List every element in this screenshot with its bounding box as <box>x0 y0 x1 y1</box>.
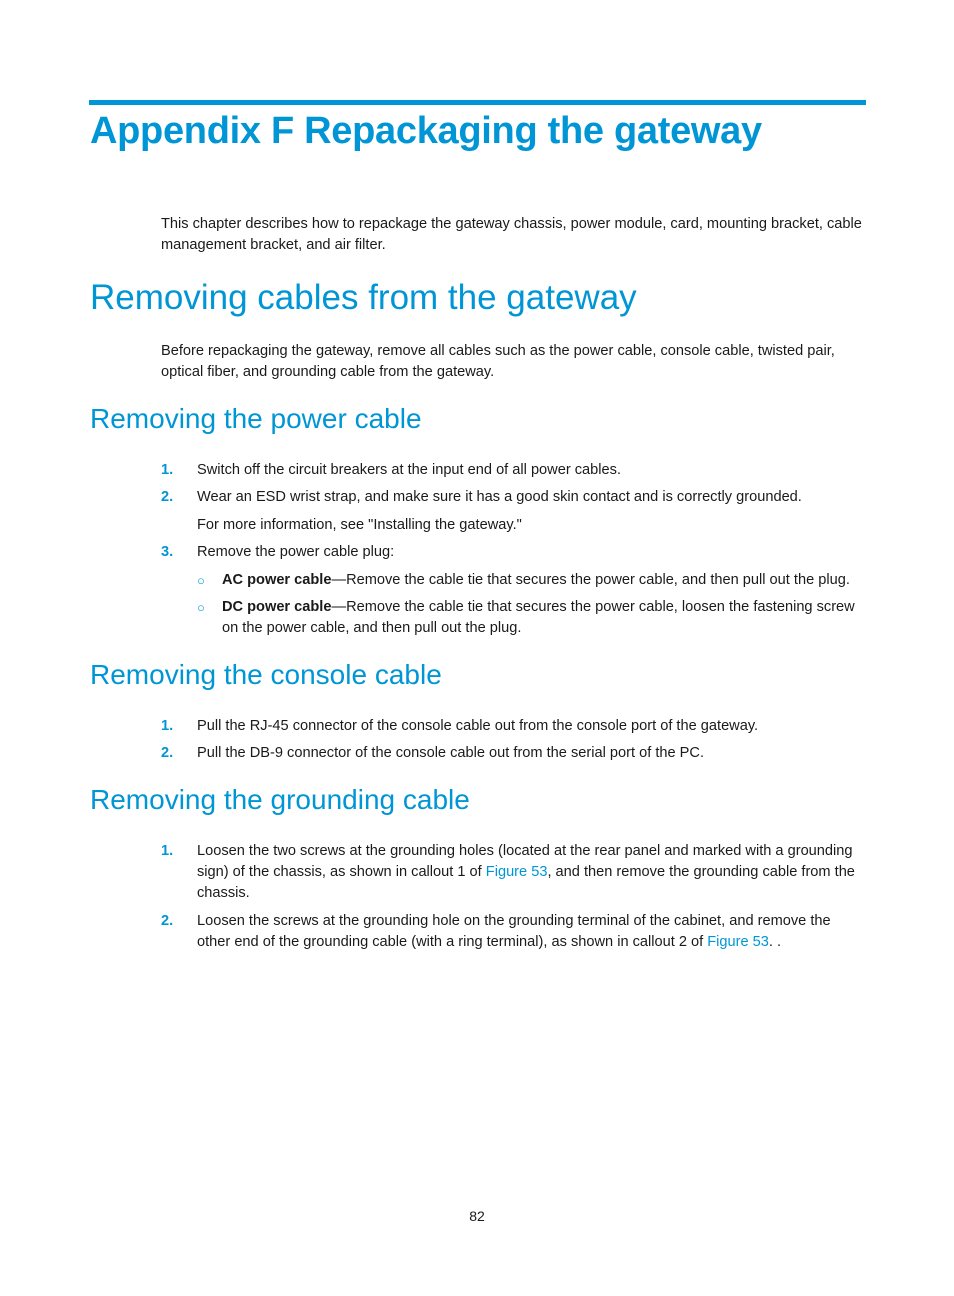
bullet-text <box>222 597 866 639</box>
circle-bullet-icon: ○ <box>197 573 205 588</box>
figure-53-link[interactable]: Figure 53 <box>707 934 769 950</box>
chapter-intro: This chapter describes how to repackage the gateway chassis, power module, card, mounting bracket, cable management bracket, and air filter. <box>161 216 862 253</box>
step-text: Remove the power cable plug: <box>197 544 395 560</box>
subsection-heading-grounding-cable: Removing the grounding cable <box>90 784 470 815</box>
subsection-heading-console-cable: Removing the console cable <box>90 659 442 690</box>
console-cable-step-1 <box>161 716 866 737</box>
step-number: 2. <box>161 489 174 505</box>
step-text: Wear an ESD wrist strap, and make sure it has a good skin contact and is correctly grounded. <box>197 489 802 505</box>
step-number: 3. <box>161 544 174 560</box>
console-cable-step-2 <box>161 743 866 764</box>
page-number: 82 <box>469 1208 485 1224</box>
step-text <box>197 841 866 904</box>
step-text-part: Loosen the two screws at the grounding holes (located at the rear panel and marked with a grounding sign) of the chassis, as shown in callout 1 of <box>197 843 853 880</box>
section-intro-removing-cables: Before repackaging the gateway, remove all cables such as the power cable, console cable, twisted pair, optical fiber, and grounding cable from the gateway. <box>161 343 835 380</box>
power-cable-bullet-ac <box>197 570 866 591</box>
bullet-label: DC power cable <box>222 599 332 615</box>
step-number: 1. <box>161 718 174 734</box>
step-text: Pull the RJ-45 connector of the console cable out from the console port of the gateway. <box>197 718 759 734</box>
circle-bullet-icon: ○ <box>197 600 205 615</box>
power-cable-step-3 <box>161 542 866 563</box>
step-text: Switch off the circuit breakers at the input end of all power cables. <box>197 462 621 478</box>
bullet-label: AC power cable <box>222 572 332 588</box>
bullet-text <box>222 570 866 591</box>
figure-53-link[interactable]: Figure 53 <box>485 864 548 880</box>
step-number: 1. <box>161 843 174 859</box>
bullet-description: —Remove the cable tie that secures the power cable, loosen the fastening screw on the power cable, and then pull out the plug. <box>222 599 855 636</box>
power-cable-step-2-note: For more information, see "Installing the gateway." <box>197 517 522 533</box>
bullet-description: —Remove the cable tie that secures the power cable, and then pull out the plug. <box>331 572 850 588</box>
section-heading-removing-cables: Removing cables from the gateway <box>90 278 637 317</box>
step-number: 2. <box>161 913 174 929</box>
step-number: 2. <box>161 745 174 761</box>
grounding-cable-step-2 <box>161 911 866 953</box>
step-text-part: , and then remove the grounding cable from the chassis. <box>197 864 855 901</box>
power-cable-step-2 <box>161 487 866 508</box>
step-text <box>197 911 866 953</box>
step-text: Pull the DB-9 connector of the console cable out from the serial port of the PC. <box>197 745 704 761</box>
power-cable-step-1 <box>161 460 866 481</box>
chapter-top-rule <box>89 100 866 105</box>
grounding-cable-step-1 <box>161 841 866 904</box>
step-text-part: . . <box>768 934 782 950</box>
step-number: 1. <box>161 462 174 478</box>
chapter-title: Appendix F Repackaging the gateway <box>90 110 762 152</box>
subsection-heading-power-cable: Removing the power cable <box>90 403 422 434</box>
step-text-part: Loosen the screws at the grounding hole on the grounding terminal of the cabinet, and remove the other end of the grounding cable (with a ring terminal), as shown in callout 2 of <box>197 913 831 950</box>
power-cable-bullet-dc <box>197 597 866 639</box>
